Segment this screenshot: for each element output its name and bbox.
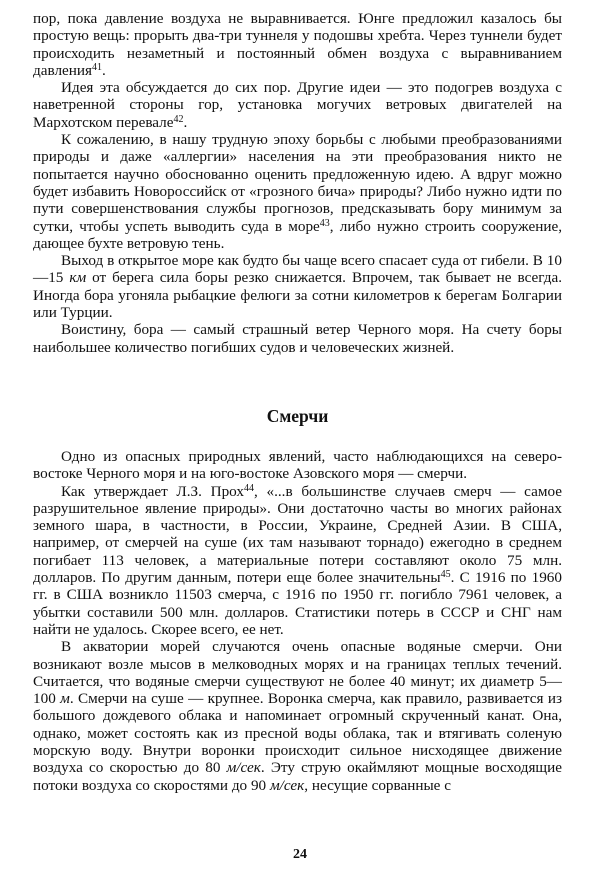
paragraph-text: . С 1916 по 1960 гг. в США возникло 11503 смерча, с 1916 по 1950 гг. погибло 7961 человек, а убытки составили 500 млн. долларов. Статистики потерь в СССР и СНГ нам найти не удалось. Скорее всего, ее нет. [33,569,562,638]
paragraph-text: , несущие сорванные с [304,776,451,794]
paragraph-text: , «...в большинстве случаев смерч — самое разрушительное явление природы». Они достаточно часты во многих районах земного шара, в частности, в России, Украине, Средней Азии. В США, например, от смерчей на суше (их там называют торнадо) ежегодно в среднем погибает 113 человек, а материальные потери составляют около 75 млн. долларов. По другим данным, потери еще более значительны [33,482,562,587]
paragraph-text: Выход в открытое море как будто бы чаще всего спасает суда от гибели. В 10—15 [33,252,562,287]
paragraph: Воистину, бора — самый страшный ветер Черного моря. На счету боры наибольшее количество погибших судов и человеческих жизней. [33,321,562,356]
footnote-ref[interactable]: 45 [440,569,451,581]
section-title: Смерчи [266,405,329,426]
footnote-ref[interactable]: 42 [173,113,184,125]
footnote-ref[interactable]: 41 [92,61,102,73]
spacer [33,426,562,448]
paragraph-text: К сожалению, в нашу трудную эпоху борьбы с любыми преобразованиями природы и даже «аллергии» населения на эти преобразования никто не попытается научно обоснованно оценить предложенную идею. А вдруг можно будет избавить Новороссийск от «грозного бича» природы? Либо нужно идти по пути совершенствования службы прогнозов, предсказывать бору минимум за сутки, чтобы успеть выводить суда в море [33,131,562,235]
spacer [33,356,562,406]
paragraph-text: Как утверждает Л.З. Прох [61,482,244,500]
paragraph-text: от берега сила боры резко снижается. Впрочем, так бывает не всегда. Иногда бора угоняла рыбацкие фелюги за сотни километров к берегам Болгарии или Турции. [33,269,563,322]
paragraph-text: пор, пока давление воздуха не выравнивается. Юнге предложил казалось бы простую вещь: прорыть два-три туннеля у подошвы хребта. Через туннели будет происходить незаметный и постоянный обмен воздуха с выравниванием давления [33,10,562,79]
unit-text: м/сек [269,776,305,794]
paragraph-text: В акватории морей случаются очень опасные водяные смерчи. Они возникают возле мысов в мелководных морях и на границах теплых течений. Считается, что водяные смерчи существуют не более 40 минут; их диаметр 5—100 [33,638,562,708]
paragraph-text: , либо нужно строить сооружение, дающее бухте ветровую тень. [33,217,562,252]
unit-text: км [69,269,87,287]
paragraph [33,131,562,252]
paragraph [33,252,562,321]
unit-text: м [60,690,70,708]
paragraph-text: . [102,61,106,79]
paragraph: Одно из опасных природных явлений, часто наблюдающихся на северо-востоке Черного моря и на юго-востоке Азовского моря — смерчи. [33,447,562,483]
paragraph [33,79,562,131]
page-number: 24 [293,847,307,862]
paragraph-text: . [183,113,188,131]
footnote-ref[interactable]: 44 [243,482,254,494]
paragraph-text: Идея эта обсуждается до сих пор. Другие идеи — это подогрев воздуха с наветренной стороны гор, установка могучих ветровых двигателей на Мархотском перевале [33,79,562,131]
paragraph [33,483,562,639]
footnote-ref[interactable]: 43 [319,217,330,229]
paragraph [33,638,562,794]
paragraph-text: . Эту струю окаймляют мощные восходящие потоки воздуха со скоростями до 90 [33,759,562,794]
unit-text: м/сек [226,759,261,777]
paragraph [33,10,562,79]
paragraph-text: . Смерчи на суше — крупнее. Воронка смерча, как правило, развивается из большого дождевого облака и напоминает огромный скрученный канат. Она, однако, может состоять как из пресной воды облака, так и втягивать соленую морскую воду. Внутри воронки происходит сильное нисходящее движение воздуха со скоростью до 80 [33,690,563,777]
